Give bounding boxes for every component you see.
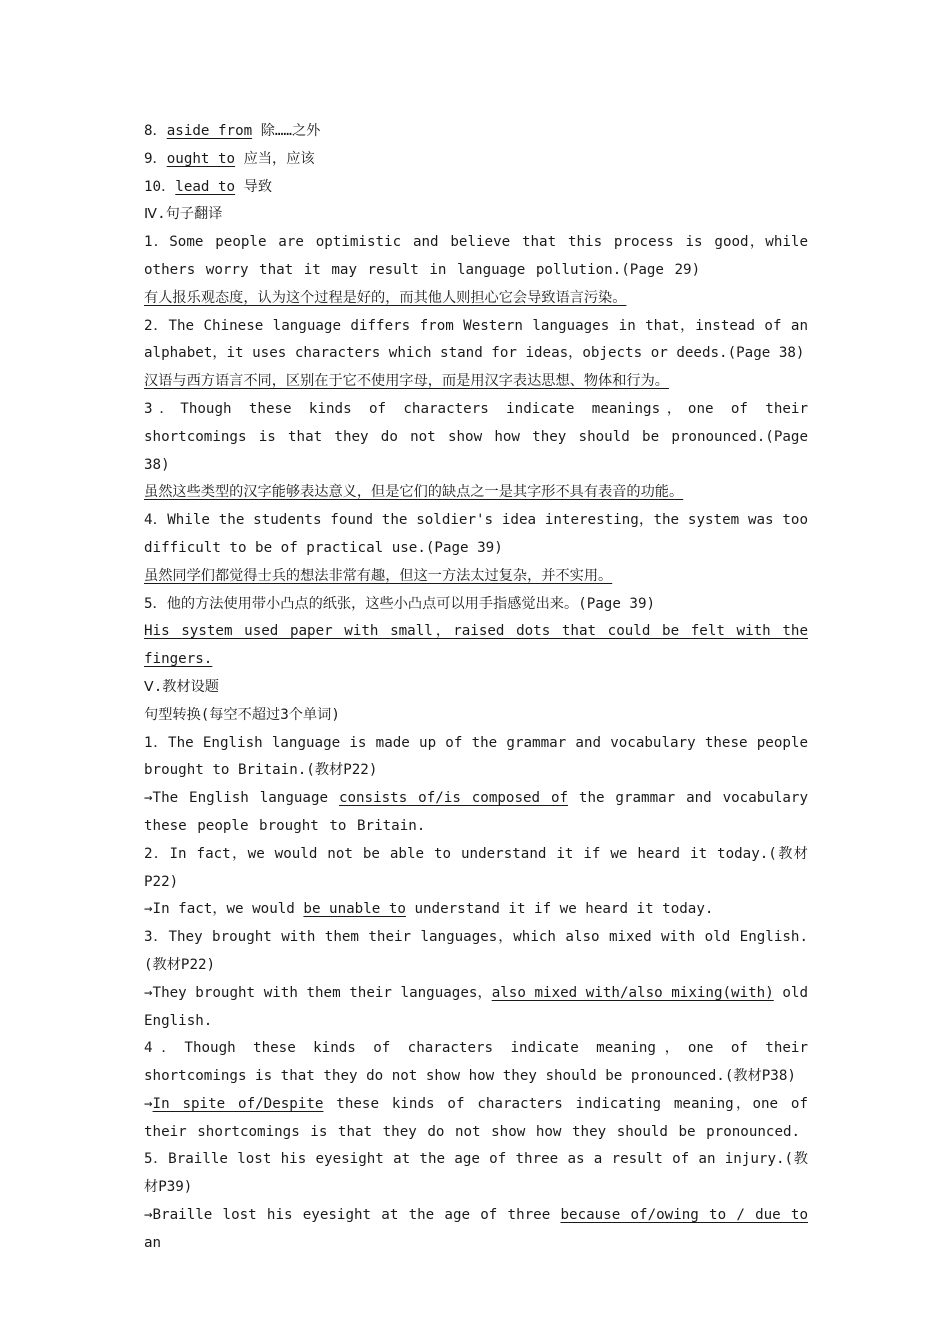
rewrite-answer-5: →Braille lost his eyesight at the age of three because of/owing to / due to an	[144, 1207, 808, 1251]
translation-zh-3: 虽然这些类型的汉字能够表达意义，但是它们的缺点之一是其字形不具有表音的功能。	[144, 484, 684, 501]
translation-zh-2: 汉语与西方语言不同，区别在于它不使用字母，而是用汉字表达思想、物体和行为。	[144, 373, 669, 390]
rewrite-answer-1: →The English language consists of/is composed of the grammar and vocabulary these people brought to Britain.	[144, 790, 808, 834]
translation-en-5: His system used paper with small，raised dots that could be felt with the fingers.	[144, 623, 808, 668]
rewrite-answer-4: →In spite of/Despite these kinds of characters indicating meaning，one of their shortcomings is that they do not show how they should be pronounced.	[144, 1095, 808, 1140]
vocab-item-8: 8．aside from 除……之外	[144, 123, 321, 139]
rewrite-question-2: 2．In fact，we would not be able to understand it if we heard it today.(教材P22)	[144, 845, 808, 890]
translation-zh-1: 有人报乐观态度，认为这个过程是好的，而其他人则担心它会导致语言污染。	[144, 289, 627, 306]
answer-blank: because of/owing to / due to	[560, 1207, 808, 1224]
vocab-item-9: 9．ought to 应当，应该	[144, 150, 315, 167]
section-5-heading: Ⅴ.教材设题	[144, 678, 219, 695]
rewrite-question-4: 4．Though these kinds of characters indicate meaning，one of their shortcomings is that they do not show how they should be pronounced.(教材P38)	[144, 1040, 808, 1085]
vocab-term: ought to	[166, 150, 236, 167]
section-5-subheading: 句型转换(每空不超过3个单词)	[144, 706, 340, 723]
section-4-heading: Ⅳ.句子翻译	[144, 206, 223, 223]
answer-blank: In spite of/Despite	[152, 1095, 324, 1112]
translation-en-3: 3．Though these kinds of characters indicate meanings，one of their shortcomings is that they do not show how they should be pronounced.(Page 38)	[144, 400, 808, 473]
rewrite-answer-3: →They brought with them their languages，also mixed with/also mixing(with) old English.	[144, 984, 809, 1029]
answer-blank: also mixed with/also mixing(with)	[491, 984, 774, 1001]
translation-en-1: 1．Some people are optimistic and believe that this process is good，while others worry that it may result in language pollution.(Page 29)	[144, 234, 808, 278]
rewrite-question-3: 3．They brought with them their languages，which also mixed with old English.(教材P22)	[144, 929, 808, 973]
vocab-term: lead to	[175, 178, 236, 195]
translation-en-4: 4．While the students found the soldier's idea interesting，the system was too difficult to be of practical use.(Page 39)	[144, 512, 808, 556]
document-page	[144, 118, 808, 1258]
answer-blank: consists of/is composed of	[338, 790, 569, 807]
vocab-item-10: 10．lead to 导致	[144, 178, 273, 195]
rewrite-question-1: 1．The English language is made up of the grammar and vocabulary these people brought to Britain.(教材P22)	[144, 734, 808, 779]
vocab-term: aside from	[166, 123, 253, 139]
translation-en-2: 2．The Chinese language differs from Western languages in that，instead of an alphabet，it uses characters which stand for ideas，objects or deeds.(Page 38)	[144, 317, 808, 362]
translation-zh-4: 虽然同学们都觉得士兵的想法非常有趣，但这一方法太过复杂，并不实用。	[144, 567, 613, 584]
translation-zh-5: 5．他的方法使用带小凸点的纸张，这些小凸点可以用手指感觉出来。(Page 39)	[144, 595, 656, 612]
rewrite-answer-2: →In fact，we would be unable to understand it if we heard it today.	[144, 901, 714, 918]
rewrite-question-5: 5．Braille lost his eyesight at the age of three as a result of an injury.(教材P39)	[144, 1151, 808, 1196]
answer-blank: be unable to	[303, 901, 406, 918]
